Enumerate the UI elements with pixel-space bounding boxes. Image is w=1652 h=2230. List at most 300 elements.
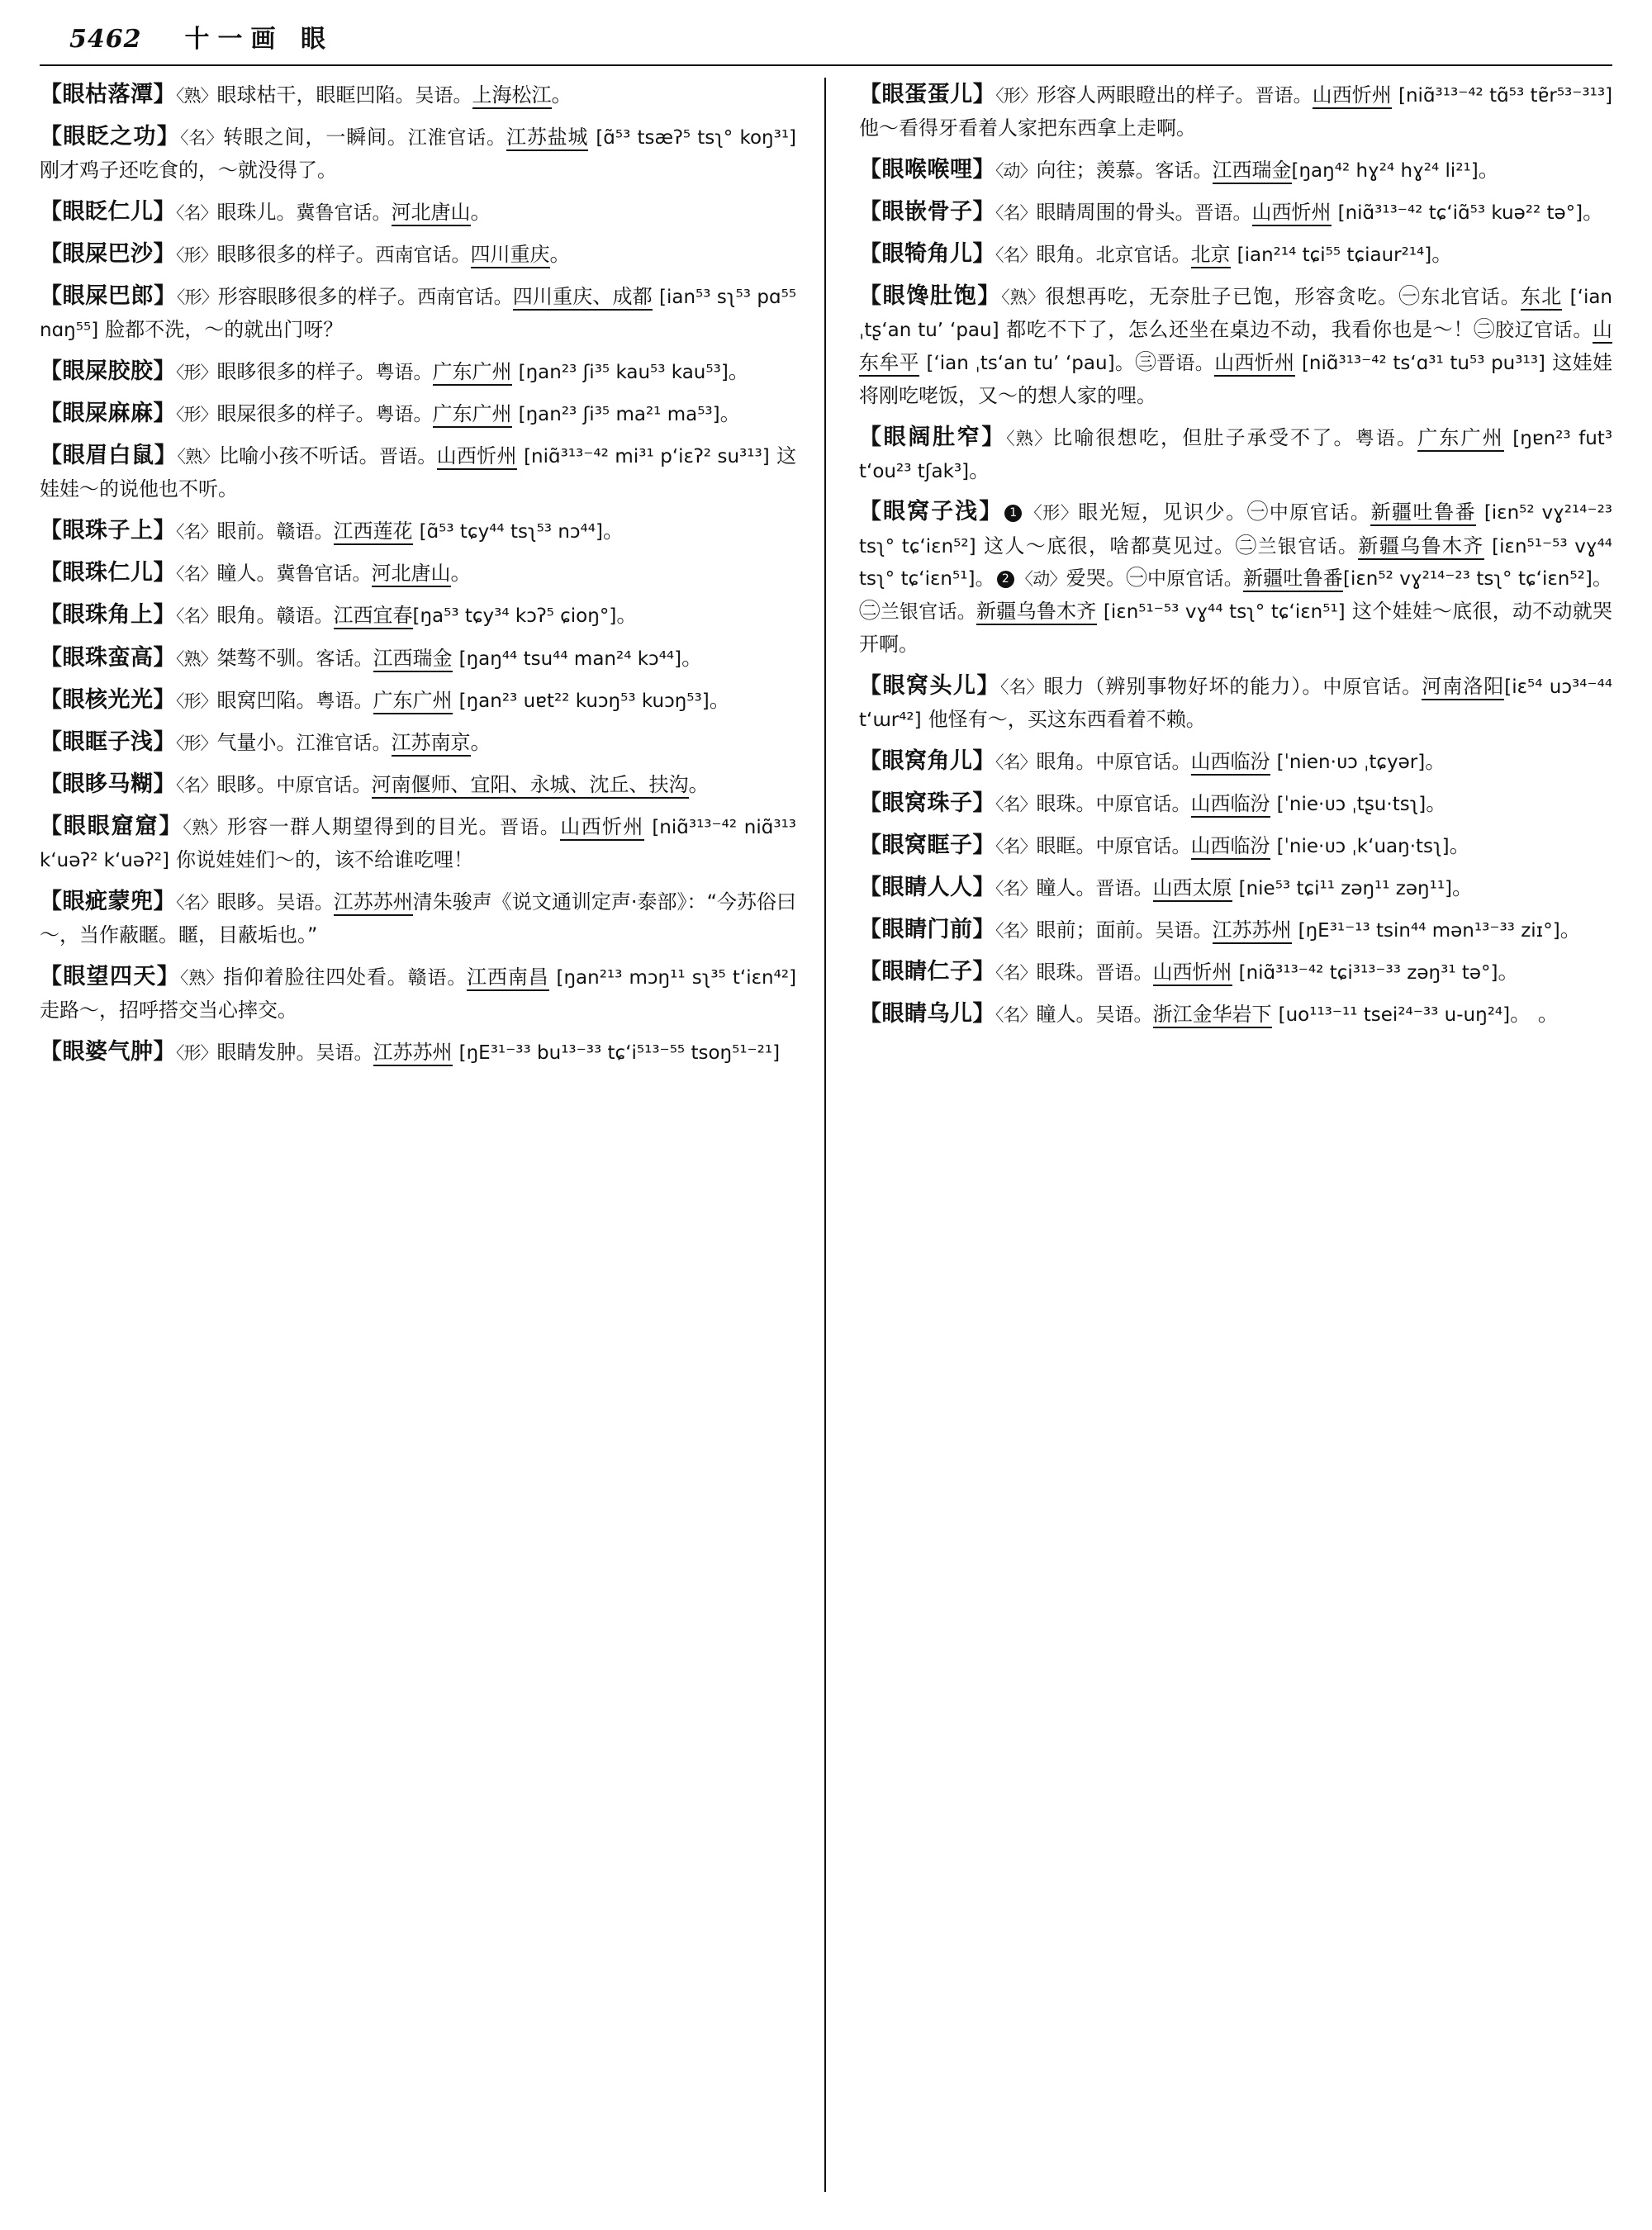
entry-headword: 【眼屎巴郎】 (40, 283, 177, 310)
entry-headword: 【眼睛乌儿】 (859, 1001, 995, 1027)
entry-ipa: [ŋa⁵³ tɕy³⁴ kɔʔ⁵ ɕioŋ°] (412, 605, 617, 628)
entry-headword: 【眼眨仁儿】 (40, 198, 176, 225)
entry-headword: 【眼嵌骨子】 (859, 198, 995, 225)
entry-place: 广东广州 (373, 689, 453, 714)
entry-example: 。 (1592, 567, 1612, 591)
entry-ipa: [niɑ̃³¹³⁻⁴² tɑ̃⁵³ tɐ̃r⁵³⁻³¹³] (1398, 85, 1612, 107)
sense-marker: ㊀ (1126, 566, 1147, 591)
entry-gloss: 眼角。 (1036, 243, 1096, 267)
entry-headword: 【眼窝珠子】 (859, 790, 995, 816)
entry-gloss: 眼屎很多的样子。 (216, 402, 376, 426)
entry-ipa: [ŋan²³ ʃi³⁵ kau⁵³ kau⁵³] (518, 362, 729, 384)
entry-dialect: 中原官话。 (276, 774, 372, 796)
dictionary-entry (859, 786, 1612, 821)
dictionary-entry (40, 683, 796, 718)
entry-tail: 。 (1478, 157, 1500, 183)
entry-place: 山东牟平 (859, 318, 1612, 377)
entry-dialect: 江淮官话。 (407, 127, 506, 149)
entry-ipa: [ˈnie·ᴜɔ ˌkʻuaŋ·tsʅ] (1276, 835, 1450, 857)
entry-pos: 〈名〉 (995, 245, 1037, 266)
entry-ipa: [iɛ⁵⁴ uɔ³⁴⁻⁴⁴ tʻɯr⁴²] (859, 676, 1612, 731)
page-header (40, 18, 1612, 56)
entry-example: 刚才鸡子还吃食的，～就没得了。 (40, 159, 337, 183)
entry-ipa: [niɑ̃³¹³⁻⁴² mi³¹ pʻiɛʔ² su³¹³] (524, 446, 770, 468)
entry-headword: 【眼望四天】 (40, 963, 181, 989)
dictionary-entry (859, 279, 1612, 412)
entry-tail: 。 (1498, 960, 1520, 985)
dictionary-entry (40, 120, 796, 187)
dictionary-entry (40, 885, 796, 952)
entry-tail: 。 (602, 519, 624, 544)
entry-pos: 〈名〉 (176, 892, 217, 913)
entry-ipa: [ŋE³¹⁻³³ bu¹³⁻³³ tɕʻi⁵¹³⁻⁵⁵ tsoŋ⁵¹⁻²¹] (458, 1041, 781, 1064)
entry-dialect: 兰银官话。 (880, 601, 977, 624)
entry-ipa: [ɑ̃⁵³ tsæʔ⁵ tsʅ° koŋ³¹] (596, 127, 797, 149)
entry-place: 江西瑞金 (373, 647, 453, 672)
dictionary-entry: 【眼睛乌儿】〈名〉瞳人。吴语。浙江金华岩下 [uo¹¹³⁻¹¹ tsei²⁴⁻³³ u-uŋ²⁴]。 。 (859, 1001, 1559, 1027)
entry-pos: 〈熟〉 (176, 86, 217, 106)
entry-place: 江西瑞金 (1213, 159, 1292, 184)
entry-gloss: 眼前；面前。 (1036, 918, 1156, 942)
entry-headword: 【眼屎胶胶】 (40, 358, 176, 385)
entry-pos: 〈名〉 (995, 920, 1037, 941)
entry-ipa: [niɑ̃³¹³⁻⁴² tɕi³¹³⁻³³ zəŋ³¹ tə°] (1238, 962, 1498, 985)
text-columns (40, 78, 1612, 2192)
entry-pos: 〈形〉 (1023, 503, 1079, 524)
entry-dialect: 粤语。 (316, 690, 373, 712)
entry-place: 山西临汾 (1191, 834, 1270, 860)
entry-pos: 〈形〉 (176, 733, 217, 753)
entry-tail: 。 (728, 359, 750, 385)
entry-headword: 【眼馋肚饱】 (859, 283, 1002, 310)
entry-place: 山西临汾 (1191, 792, 1270, 818)
entry-place: 广东广州 (433, 402, 512, 428)
entry-tail: 。 (1452, 875, 1474, 900)
entry-headword: 【眼睛门前】 (859, 916, 995, 942)
entry-gloss: 眼睛周围的骨头。 (1036, 200, 1195, 224)
entry-ipa: [ɑ̃⁵³ tɕy⁴⁴ tsʅ⁵³ nɔ⁴⁴] (419, 521, 603, 543)
entry-place: 山西太原 (1153, 876, 1232, 902)
entry-pos: 〈名〉 (180, 128, 224, 149)
entry-example: 你说娃娃们～的，该不给谁吃哩！ (176, 848, 474, 872)
entry-gloss: 瞳人。 (1036, 875, 1096, 899)
entry-pos: 〈名〉 (995, 202, 1037, 223)
entry-ipa: [uo¹¹³⁻¹¹ tsei²⁴⁻³³ u-uŋ²⁴] (1278, 1004, 1511, 1027)
entry-dialect: 晋语。 (1194, 202, 1252, 224)
entry-place: 山西忻州 (437, 444, 517, 470)
entry-pos: 〈形〉 (176, 245, 217, 266)
entry-ipa: [ŋan²¹³ mɔŋ¹¹ sʅ³⁵ tʻiɛn⁴²] (556, 966, 797, 989)
running-head: 十一画 眼 (184, 25, 334, 54)
entry-ipa: [iɛn⁵² vɣ²¹⁴⁻²³ tsʅ° tɕʻiɛn⁵²] (1342, 568, 1593, 591)
entry-place: 山西忻州 (1313, 83, 1392, 109)
entry-headword: 【眼窝头儿】 (859, 672, 1000, 699)
entry-headword: 【眼睛仁子】 (859, 959, 995, 985)
dictionary-entry (859, 153, 1612, 187)
entry-citation: 清朱骏声《说文通训定声·泰部》：“今苏俗曰～，当作蔽䁥。䁥，目蔽垢也。” (40, 890, 797, 947)
entry-dialect: 中原官话。 (1269, 502, 1371, 524)
entry-place: 山西忻州 (1153, 961, 1232, 986)
entry-pos: 〈熟〉 (177, 447, 219, 467)
dictionary-entry (859, 78, 1612, 145)
entry-gloss: 眼眵。 (216, 890, 277, 913)
entry-gloss: 眼眵很多的样子。 (216, 360, 376, 384)
entry-dialect: 客话。 (1155, 159, 1213, 182)
entry-dialect: 赣语。 (276, 521, 334, 543)
sense-number: 2 (997, 571, 1014, 588)
entry-dialect: 北京官话。 (1095, 244, 1191, 267)
sense-marker: ㊁ (859, 599, 881, 624)
entry-headword: 【眼眵马糊】 (40, 771, 176, 797)
entry-pos: 〈名〉 (176, 202, 217, 223)
entry-headword: 【眼犄角儿】 (859, 241, 995, 268)
entry-pos: 〈名〉 (176, 522, 217, 543)
dictionary-entry (40, 767, 796, 802)
entry-headword: 【眼窝子浅】 (859, 499, 1004, 525)
entry-place: 新疆乌鲁木齐 (1358, 534, 1483, 560)
entry-gloss: 指仰着脸往四处看。 (223, 965, 408, 989)
entry-pos: 〈熟〉 (1006, 428, 1053, 448)
dictionary-entry (40, 237, 796, 272)
entry-pos: 〈名〉 (995, 836, 1037, 856)
entry-dialect: 赣语。 (276, 605, 334, 628)
dictionary-entry (40, 809, 796, 877)
entry-tail: 。 (470, 729, 492, 755)
entry-gloss: 转眼之间，一瞬间。 (223, 126, 408, 149)
entry-dialect: 吴语。 (276, 891, 334, 913)
entry-place: 新疆吐鲁番 (1243, 567, 1343, 592)
entry-tail: 。 (551, 83, 573, 107)
dictionary-entry (40, 725, 796, 760)
entry-place: 四川重庆、成都 (513, 285, 653, 311)
entry-dialect: 吴语。 (1155, 919, 1213, 942)
entry-place: 广东广州 (1417, 426, 1504, 452)
entry-pos: 〈动〉 (995, 160, 1037, 181)
entry-place: 江苏苏州 (334, 890, 413, 916)
entry-headword: 【眼核光光】 (40, 686, 176, 713)
entry-place: 四川重庆 (471, 243, 550, 268)
entry-place: 河北唐山 (372, 562, 451, 587)
entry-headword: 【眼蛋蛋儿】 (859, 82, 996, 107)
entry-dialect: 吴语。 (316, 1041, 373, 1064)
entry-place: 江苏盐城 (506, 126, 588, 151)
entry-ipa: [ˈnien·ᴜɔ ˌtɕyər] (1276, 751, 1426, 773)
entry-place: 河北唐山 (392, 201, 471, 226)
dictionary-entry (40, 439, 796, 506)
entry-pos: 〈名〉 (995, 794, 1037, 814)
dictionary-entry (859, 669, 1612, 737)
entry-tail: 。 (1431, 242, 1453, 268)
entry-place: 河南偃师、宜阳、永城、沈丘、扶沟 (372, 773, 689, 799)
entry-ipa: [iɛn⁵¹⁻⁵³ vɣ⁴⁴ tsʅ° tɕʻiɛn⁵¹] (1103, 601, 1346, 624)
sense-marker: ㊁ (1235, 533, 1258, 558)
entry-example: 他怪有～，买这东西看着不赖。 (928, 707, 1206, 731)
entry-headword: 【眼喉喉哩】 (859, 156, 995, 183)
entry-gloss: 眼眵很多的样子。 (216, 243, 376, 267)
entry-dialect: 晋语。 (1156, 353, 1215, 375)
entry-tail: 。 (1559, 917, 1582, 942)
entry-dialect: 晋语。 (378, 446, 437, 468)
entry-dialect: 胶辽官话。 (1495, 320, 1593, 342)
entry-gloss: 眼珠。 (1036, 791, 1096, 815)
entry-ipa: [nie⁵³ tɕi¹¹ zəŋ¹¹ zəŋ¹¹] (1238, 877, 1453, 899)
entry-example: 这娃娃将刚吃咾饭，又～的想人家的哩。 (859, 351, 1612, 407)
dictionary-entry (40, 598, 796, 633)
dictionary-entry (40, 396, 796, 431)
entry-dialect: 粤语。 (375, 362, 433, 384)
entry-pos: 〈形〉 (176, 363, 217, 383)
entry-headword: 【眼枯落潭】 (40, 82, 176, 107)
entry-dialect: 吴语。 (415, 85, 472, 107)
entry-gloss: 眼力（辨别事物好坏的能力）。 (1043, 674, 1323, 698)
entry-place: 北京 (1191, 243, 1231, 268)
entry-gloss: 眼珠儿。 (216, 200, 297, 224)
entry-place: 江苏南京 (392, 731, 471, 757)
entry-dialect: 中原官话。 (1095, 835, 1191, 857)
entry-tail: 。 (969, 458, 990, 483)
entry-dialect: 江淮官话。 (296, 732, 392, 754)
entry-place: 新疆吐鲁番 (1370, 501, 1476, 526)
right-column (826, 78, 1612, 2192)
entry-gloss: 眼前。 (216, 520, 277, 543)
entry-dialect: 晋语。 (1255, 85, 1313, 107)
entry-tail: 。 (1583, 199, 1604, 225)
entry-place: 河南洛阳 (1422, 675, 1504, 700)
entry-tail: 。 (450, 561, 472, 586)
entry-ipa: [ŋE³¹⁻¹³ tsin⁴⁴ mən¹³⁻³³ ziɪ°] (1298, 919, 1560, 942)
entry-example: 这人～底很，啥都莫见过。 (984, 534, 1236, 558)
entry-place: 江苏苏州 (373, 1041, 453, 1066)
entry-ipa: [iɛn⁵¹⁻⁵³ vɣ⁴⁴ tsʅ° tɕʻiɛn⁵¹] (859, 535, 1612, 591)
entry-example: 这娃娃～的说他也不听。 (40, 444, 797, 501)
dictionary-entry (859, 237, 1612, 272)
entry-example: 都吃不下了，怎么还坐在桌边不动，我看你也是～！ (1006, 318, 1474, 342)
entry-gloss: 眼光短，见识少。 (1078, 501, 1247, 524)
entry-pos: 〈形〉 (176, 1042, 217, 1063)
entry-pos: 〈名〉 (176, 564, 217, 585)
entry-gloss: 气量小。 (216, 730, 297, 754)
entry-ipa: [niɑ̃³¹³⁻⁴² niɑ̃³¹³ kʻuəʔ² kʻuəʔ²] (40, 816, 797, 872)
entry-example: 。 (975, 567, 995, 591)
entry-ipa: [ˈnie·ᴜɔ ˌtʂu·tsʅ] (1276, 793, 1427, 815)
sense-number: 1 (1004, 505, 1022, 522)
entry-ipa: [niɑ̃³¹³⁻⁴² tɕʻiɑ̃⁵³ kuə²² tə°] (1337, 202, 1583, 224)
entry-headword: 【眼婆气肿】 (40, 1038, 176, 1065)
entry-example: 走路～，招呼搭交当心摔交。 (40, 998, 297, 1022)
entry-place: 江西南昌 (467, 966, 548, 991)
entry-headword: 【眼阔肚窄】 (859, 424, 1007, 450)
entry-dialect: 中原官话。 (1322, 676, 1422, 698)
entry-dialect: 客话。 (316, 648, 373, 670)
sense-marker: ㊂ (1135, 350, 1157, 376)
entry-gloss: 瞳人。 (1036, 1003, 1096, 1027)
entry-dialect: 东北官话。 (1421, 287, 1521, 309)
entry-dialect: 中原官话。 (1095, 793, 1191, 815)
dictionary-entry (40, 195, 796, 230)
entry-pos: 〈名〉 (999, 676, 1044, 697)
entry-tail: 。 (1537, 1002, 1559, 1027)
entry-pos: 〈熟〉 (1001, 287, 1046, 308)
entry-pos: 〈名〉 (995, 752, 1037, 772)
entry-pos: 〈动〉 (1015, 569, 1066, 590)
page-number: 5462 (69, 25, 142, 54)
dictionary-entry (40, 514, 796, 548)
sense-marker: ㊀ (1398, 284, 1422, 310)
entry-ipa: [ian²¹⁴ tɕi⁵⁵ tɕiaur²¹⁴] (1237, 244, 1432, 267)
entry-tail: 。 (1449, 833, 1471, 858)
entry-gloss: 桀骜不驯。 (216, 646, 316, 670)
entry-headword: 【眼眶子浅】 (40, 728, 176, 755)
entry-headword: 【眼眉白鼠】 (40, 443, 178, 469)
entry-pos: 〈名〉 (995, 878, 1037, 899)
entry-place: 上海松江 (472, 83, 552, 109)
entry-headword: 【眼眼窟窟】 (40, 813, 183, 839)
entry-pos: 〈熟〉 (176, 648, 217, 669)
entry-tail: 。 (688, 771, 710, 797)
entry-place: 江西莲花 (334, 520, 413, 545)
entry-dialect: 冀鲁官话。 (276, 563, 372, 586)
entry-dialect: 晋语。 (1095, 877, 1153, 899)
entry-tail: 。 (709, 687, 731, 713)
entry-headword: 【眼珠仁儿】 (40, 560, 176, 586)
entry-tail: 。 (470, 199, 492, 225)
entry-pos: 〈熟〉 (180, 967, 224, 988)
entry-tail: 。 (616, 603, 638, 629)
entry-gloss: 瞳人。 (216, 562, 277, 586)
entry-gloss: 眼球枯干，眼眶凹陷。 (216, 83, 415, 107)
entry-dialect: 晋语。 (1095, 962, 1153, 985)
entry-dialect: 粤语。 (375, 404, 433, 426)
dictionary-entry (40, 1035, 796, 1070)
entry-dialect: 粤语。 (1355, 427, 1418, 449)
entry-gloss: 形容人两眼瞪出的样子。 (1036, 83, 1256, 107)
dictionary-entry (40, 78, 796, 112)
entry-example: 他～看得牙看着人家把东西拿上走啊。 (859, 116, 1196, 140)
entry-place: 江苏苏州 (1213, 918, 1292, 944)
entry-headword: 【眼睛人人】 (859, 874, 995, 900)
entry-headword: 【眼珠蛮高】 (40, 644, 176, 671)
entry-pos: 〈熟〉 (183, 817, 228, 837)
entry-headword: 【眼窝角儿】 (859, 747, 995, 774)
dictionary-entry (859, 744, 1612, 779)
entry-tail: 。 (681, 645, 703, 671)
entry-tail: 。 (1425, 748, 1446, 774)
entry-tail: 。 (1426, 790, 1447, 816)
entry-ipa: [ŋaŋ⁴² hɣ²⁴ hɣ²⁴ li²¹] (1291, 159, 1479, 182)
entry-place: 山西忻州 (560, 815, 644, 841)
entry-ipa: [ŋan²³ ʃi³⁵ ma²¹ ma⁵³] (518, 404, 720, 426)
dictionary-entry (40, 960, 796, 1027)
entry-ipa: [niɑ̃³¹³⁻⁴² tsʻɑ³¹ tu⁵³ pu³¹³] (1301, 353, 1545, 375)
entry-dialect: 晋语。 (500, 816, 561, 838)
entry-ipa: [ʻian ˌtʂʻan tuʼ ʻpau] (859, 287, 1612, 342)
entry-headword: 【眼眨之功】 (40, 124, 181, 150)
entry-gloss: 眼眵。 (216, 772, 277, 796)
entry-gloss: 比喻很想吃，但肚子承受不了。 (1052, 425, 1355, 449)
entry-gloss: 比喻小孩不听话。 (218, 444, 379, 468)
entry-pos: 〈名〉 (995, 1005, 1037, 1026)
entry-gloss: 眼角。 (216, 604, 277, 628)
entry-gloss: 眼睛发肿。 (216, 1040, 316, 1064)
entry-gloss: 眼窝凹陷。 (216, 688, 316, 712)
entry-dialect: 赣语。 (407, 966, 468, 989)
dictionary-entry (859, 955, 1612, 989)
dictionary-entry (859, 871, 1612, 905)
entry-gloss: 形容眼眵很多的样子。 (217, 285, 418, 309)
entry-headword: 【眼珠角上】 (40, 602, 176, 629)
entry-example: 。 (1114, 351, 1136, 375)
entry-headword: 【眼屎巴沙】 (40, 241, 176, 268)
entry-example: 这个娃娃～底很，动不动就哭开啊。 (859, 600, 1612, 656)
sense-marker: ㊀ (1246, 500, 1270, 525)
dictionary-entry (859, 495, 1612, 661)
entry-ipa: [ian⁵³ sʅ⁵³ pɑ⁵⁵ nɑŋ⁵⁵] (40, 287, 797, 342)
entry-place: 山西忻州 (1252, 201, 1332, 226)
dictionary-entry (859, 195, 1612, 230)
entry-dialect: 兰银官话。 (1257, 535, 1359, 558)
entry-ipa: [ŋan²³ uɐt²² kuɔŋ⁵³ kuɔŋ⁵³] (458, 690, 710, 712)
entry-ipa: [ʻian ˌtsʻan tuʼ ʻpau] (926, 353, 1115, 375)
entry-place: 广东广州 (433, 360, 512, 386)
entry-place: 新疆乌鲁木齐 (976, 600, 1097, 625)
entry-ipa: [iɛn⁵² vɣ²¹⁴⁻²³ tsʅ° tɕʻiɛn⁵²] (859, 502, 1612, 558)
entry-dialect: 吴语。 (1095, 1004, 1153, 1027)
entry-dialect: 中原官话。 (1095, 751, 1191, 773)
entry-gloss: 眼角。 (1036, 749, 1096, 773)
entry-headword: 【眼疵蒙兜】 (40, 888, 177, 914)
entry-pos: 〈形〉 (176, 287, 218, 308)
dictionary-entry (859, 420, 1612, 488)
entry-pos: 〈名〉 (176, 606, 217, 627)
header-rule (40, 64, 1612, 66)
dictionary-entry (40, 641, 796, 676)
entry-pos: 〈名〉 (176, 775, 217, 795)
entry-pos: 〈形〉 (176, 405, 217, 425)
entry-place: 东北 (1521, 285, 1562, 311)
entry-dialect: 西南官话。 (417, 287, 513, 309)
entry-dialect: 西南官话。 (375, 244, 471, 267)
dictionary-entry (40, 279, 796, 347)
sense-marker: ㊁ (1473, 317, 1496, 343)
entry-gloss: 眼珠。 (1036, 961, 1096, 985)
dictionary-entry (859, 828, 1612, 863)
entry-place: 浙江金华岩下 (1153, 1003, 1272, 1028)
entry-ipa: [ŋaŋ⁴⁴ tsu⁴⁴ man²⁴ kɔ⁴⁴] (458, 648, 682, 670)
entry-gloss: 形容一群人期望得到的目光。 (227, 814, 501, 838)
entry-place: 江西宜春 (334, 604, 413, 629)
dictionary-entry (40, 556, 796, 591)
entry-gloss: 爱哭。 (1066, 567, 1127, 591)
entry-gloss: 很想再吃，无奈肚子已饱，形容贪吃。 (1045, 285, 1399, 309)
entry-dialect: 冀鲁官话。 (296, 202, 392, 224)
entry-headword: 【眼珠子上】 (40, 518, 176, 544)
entry-example: 脸都不洗，～的就出门呀？ (105, 318, 344, 342)
entry-headword: 【眼屎麻麻】 (40, 401, 176, 427)
entry-tail: 。 (549, 242, 572, 268)
entry-tail: 。 (719, 401, 742, 427)
dictionary-entry (859, 913, 1612, 947)
entry-place: 山西忻州 (1214, 351, 1294, 377)
entry-gloss: 眼眶。 (1036, 833, 1096, 857)
entry-pos: 〈名〉 (995, 963, 1037, 984)
entry-pos: 〈形〉 (176, 690, 217, 711)
entry-pos: 〈形〉 (995, 86, 1037, 106)
entry-gloss: 向往；羡慕。 (1036, 158, 1156, 182)
dictionary-entry (40, 354, 796, 389)
left-column (40, 78, 826, 2192)
entry-place: 山西临汾 (1191, 750, 1270, 776)
entry-ipa: [ŋɐn²³ fut³ tʻou²³ tʃak³] (859, 427, 1612, 482)
